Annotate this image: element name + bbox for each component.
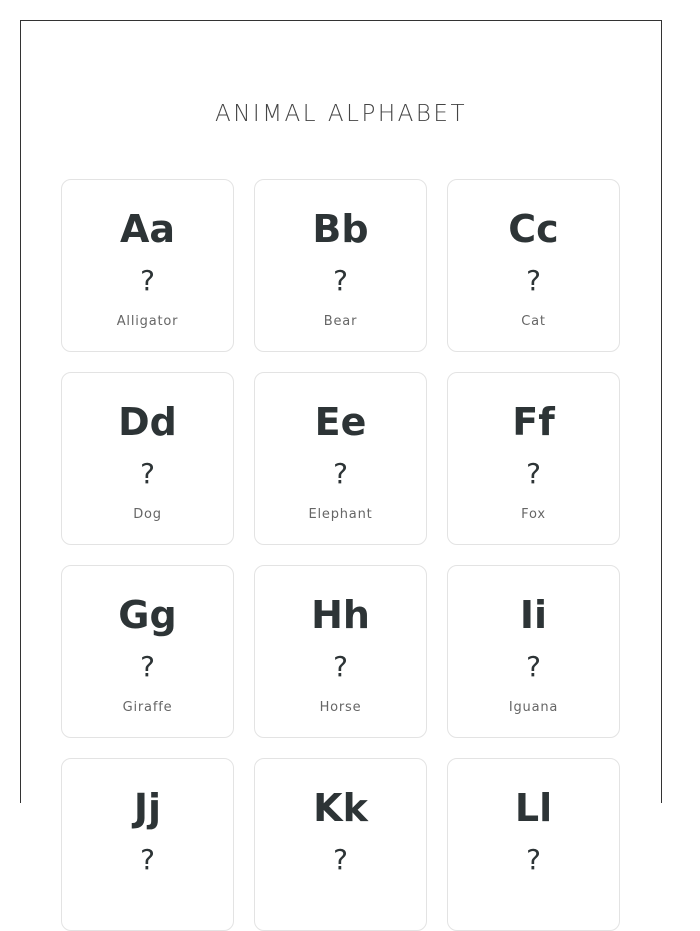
card-letter: Gg: [118, 593, 177, 637]
question-mark-icon: ?: [526, 457, 541, 490]
letter-card-d[interactable]: [61, 372, 234, 545]
letter-card-c[interactable]: [447, 179, 620, 352]
card-letter: Hh: [311, 593, 370, 637]
card-animal-name: Iguana: [508, 700, 559, 715]
card-letter: Cc: [508, 207, 559, 251]
card-letter: Dd: [118, 400, 177, 444]
card-letter: Bb: [312, 207, 369, 251]
card-letter: Ee: [314, 400, 367, 444]
card-letter: Ll: [514, 786, 553, 830]
card-letter: Aa: [119, 207, 176, 251]
question-mark-icon: ?: [333, 457, 348, 490]
letter-card-i[interactable]: [447, 565, 620, 738]
question-mark-icon: ?: [526, 650, 541, 683]
question-mark-icon: ?: [526, 843, 541, 876]
alphabet-grid: [61, 179, 621, 931]
page-title: ANIMAL ALPHABET: [214, 101, 467, 127]
question-mark-icon: ?: [140, 843, 155, 876]
question-mark-icon: ?: [333, 264, 348, 297]
card-animal-name: Fox: [521, 507, 546, 522]
card-animal-name: Dog: [133, 507, 162, 522]
letter-card-b[interactable]: [254, 179, 427, 352]
letter-card-k[interactable]: [254, 758, 427, 931]
question-mark-icon: ?: [140, 650, 155, 683]
letter-card-e[interactable]: [254, 372, 427, 545]
app-frame: [20, 20, 662, 876]
letter-card-f[interactable]: [447, 372, 620, 545]
card-animal-name: Giraffe: [122, 700, 173, 715]
card-letter: Ii: [519, 593, 548, 637]
card-animal-name: Elephant: [308, 507, 373, 522]
letter-card-g[interactable]: [61, 565, 234, 738]
question-mark-icon: ?: [140, 264, 155, 297]
card-animal-name: Alligator: [116, 314, 179, 329]
card-animal-name: Cat: [521, 314, 546, 329]
letter-card-j[interactable]: [61, 758, 234, 931]
card-letter: Jj: [133, 786, 162, 830]
card-letter: Ff: [512, 400, 555, 444]
letter-card-l[interactable]: [447, 758, 620, 931]
question-mark-icon: ?: [140, 457, 155, 490]
question-mark-icon: ?: [333, 650, 348, 683]
card-animal-name: Bear: [323, 314, 358, 329]
question-mark-icon: ?: [333, 843, 348, 876]
card-letter: Kk: [313, 786, 368, 830]
letter-card-h[interactable]: [254, 565, 427, 738]
card-animal-name: Horse: [319, 700, 362, 715]
question-mark-icon: ?: [526, 264, 541, 297]
letter-card-a[interactable]: [61, 179, 234, 352]
